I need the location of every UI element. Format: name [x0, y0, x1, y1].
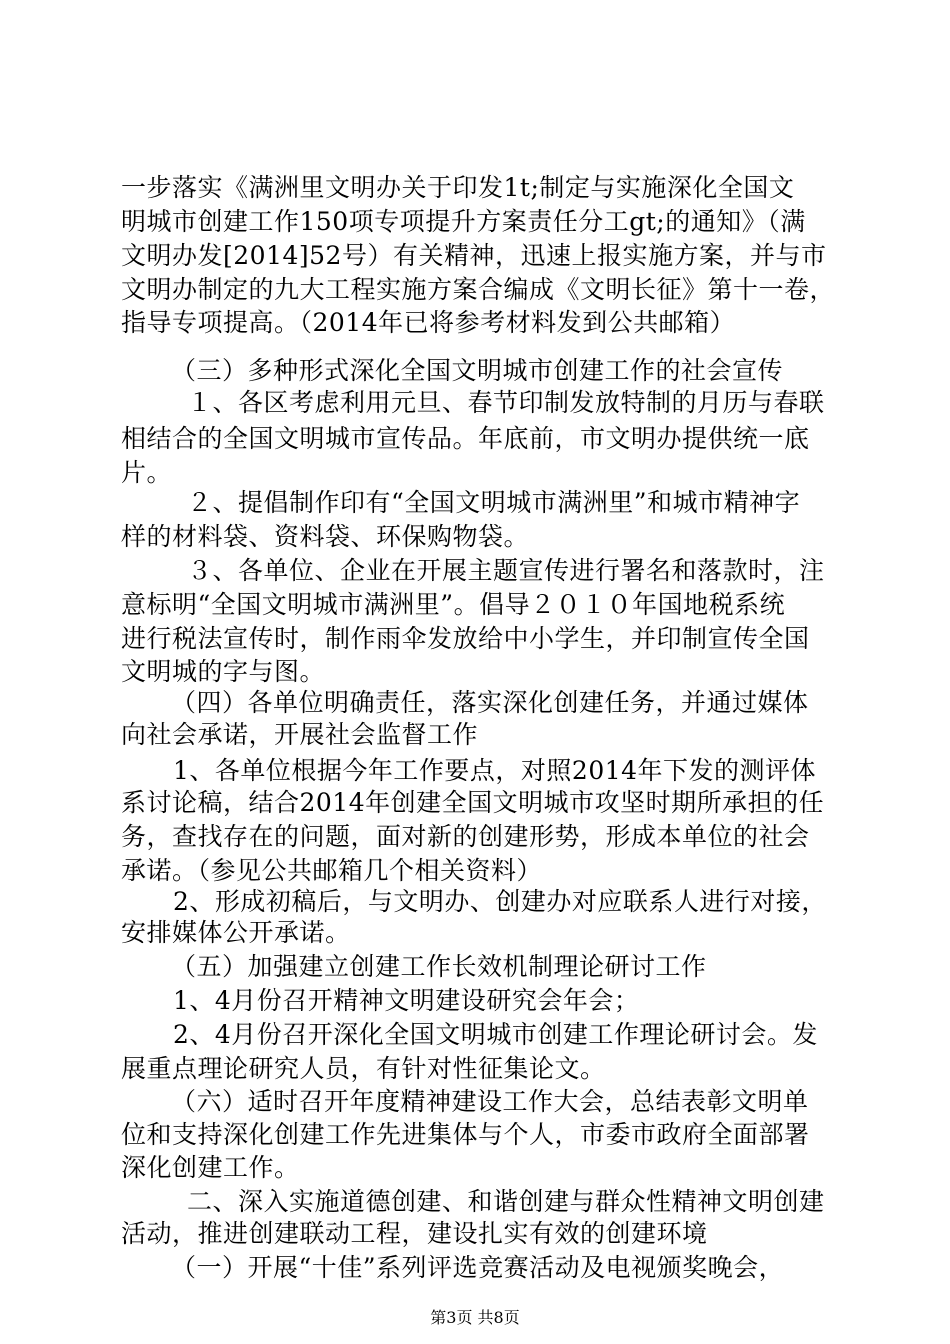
- text-line: 文明城的字与图。: [121, 657, 326, 686]
- text-line: 展重点理论研究人员，有针对性征集论文。: [121, 1054, 606, 1083]
- section-heading: （四）各单位明确责任，落实深化创建任务，并通过媒体: [171, 688, 809, 717]
- text-line: 系讨论稿，结合2014年创建全国文明城市攻坚时期所承担的任: [121, 788, 825, 817]
- text-line: ２、提倡制作印有“全国文明城市满洲里”和城市精神字: [187, 488, 801, 517]
- text-line: 相结合的全国文明城市宣传品。年底前，市文明办提供统一底: [121, 424, 810, 453]
- text-line: 向社会承诺，开展社会监督工作: [121, 720, 479, 749]
- section-heading: （六）适时召开年度精神建设工作大会，总结表彰文明单: [171, 1087, 809, 1116]
- section-heading: （一）开展“十佳”系列评选竞赛活动及电视颁奖晚会，: [171, 1253, 785, 1282]
- text-line: 1、4月份召开精神文明建设研究会年会；: [173, 986, 640, 1015]
- text-line: 务，查找存在的问题，面对新的创建形势，形成本单位的社会: [121, 822, 810, 851]
- text-line: 样的材料袋、资料袋、环保购物袋。: [121, 522, 530, 551]
- section-heading: 二、深入实施道德创建、和谐创建与群众性精神文明创建: [187, 1187, 825, 1216]
- text-line: 1、各单位根据今年工作要点，对照2014年下发的测评体: [173, 756, 817, 785]
- text-line: 2、4月份召开深化全国文明城市创建工作理论研讨会。发: [173, 1020, 818, 1049]
- text-line: 2、形成初稿后，与文明办、创建办对应联系人进行对接，: [173, 887, 827, 916]
- text-line: 文明办制定的九大工程实施方案合编成《文明长征》第十一卷，: [121, 275, 836, 304]
- text-line: 承诺。（参见公共邮箱几个相关资料）: [121, 856, 543, 885]
- text-line: 指导专项提高。（2014年已将参考材料发到公共邮箱）: [121, 308, 736, 337]
- text-line: 片。: [121, 458, 173, 487]
- section-heading: （三）多种形式深化全国文明城市创建工作的社会宣传: [171, 356, 784, 385]
- page-number-footer: 第3页 共8页: [430, 1308, 520, 1327]
- text-line: 进行税法宣传时，制作雨伞发放给中小学生，并印制宣传全国: [121, 624, 810, 653]
- text-line: 深化创建工作。: [121, 1153, 300, 1182]
- text-line: ３、各单位、企业在开展主题宣传进行署名和落款时，注: [187, 556, 825, 585]
- text-line: １、各区考虑利用元旦、春节印制发放特制的月历与春联: [187, 388, 825, 417]
- text-line: 文明办发[2014]52号）有关精神，迅速上报实施方案，并与市: [121, 241, 827, 270]
- text-line: 活动，推进创建联动工程，建设扎实有效的创建环境: [121, 1219, 708, 1248]
- text-line: 一步落实《满洲里文明办关于印发1t;制定与实施深化全国文: [121, 173, 795, 202]
- text-line: 位和支持深化创建工作先进集体与个人，市委市政府全面部署: [121, 1120, 810, 1149]
- section-heading: （五）加强建立创建工作长效机制理论研讨工作: [171, 952, 707, 981]
- text-line: 意标明“全国文明城市满洲里”。倡导２０１０年国地税系统: [121, 590, 786, 619]
- text-line: 安排媒体公开承诺。: [121, 918, 351, 947]
- text-line: 明城市创建工作150项专项提升方案责任分工gt;的通知》（满: [121, 207, 806, 236]
